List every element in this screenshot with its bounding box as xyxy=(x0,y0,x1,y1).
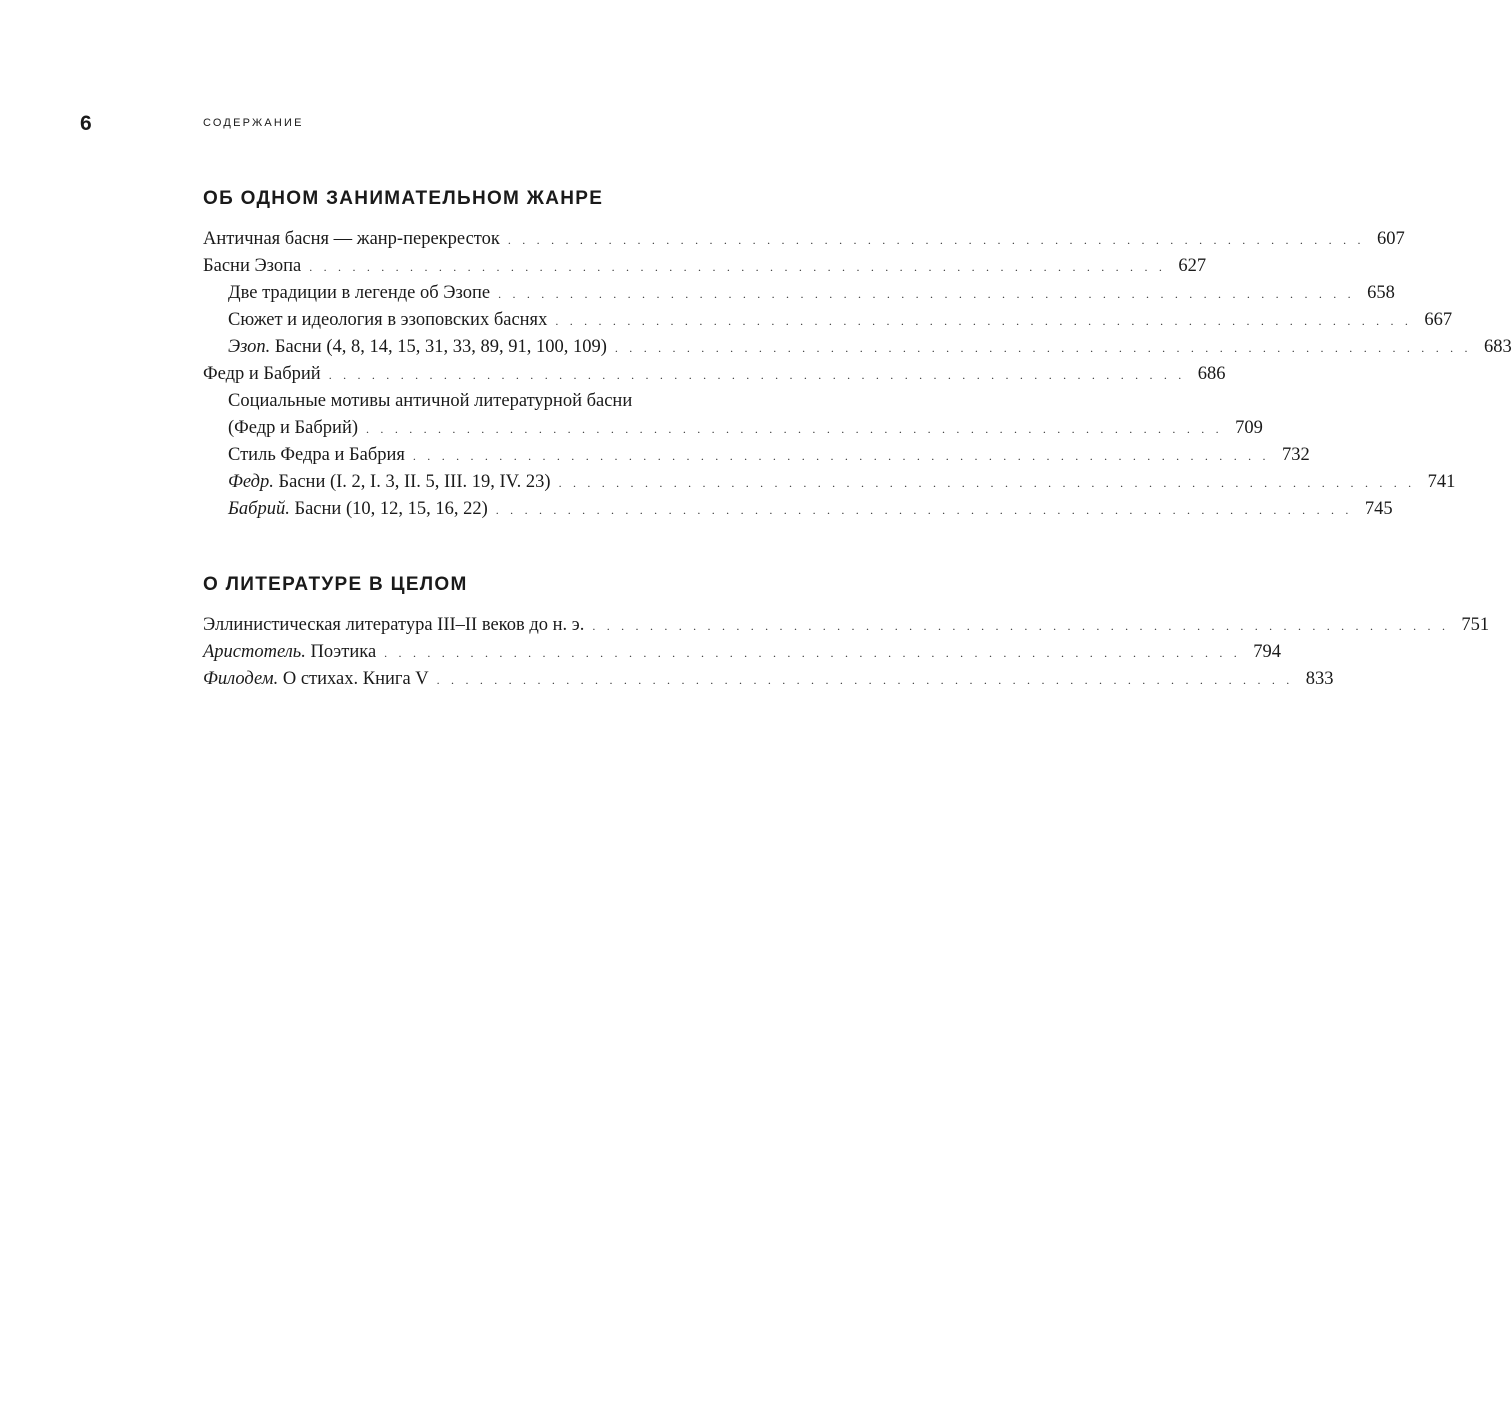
dot-leader: . . . . . . . . . . . . . . . . . . . . . . . . . . . . . . . . . . . . . . . . . . . . . . . . . . . . . . . . . . . . xyxy=(614,341,1472,355)
entry-title: Две традиции в легенде об Эзопе xyxy=(228,283,491,303)
entry-title: Стиль Федра и Бабрия xyxy=(228,445,405,465)
entry-title-text: О стихах. Книга V xyxy=(282,669,429,689)
entry-page: 627 xyxy=(1178,256,1207,276)
dot-leader: . . . . . . . . . . . . . . . . . . . . . . . . . . . . . . . . . . . . . . . . . . . . . . . . . . . . . . . . . . . . xyxy=(498,287,1355,301)
dot-leader: . . . . . . . . . . . . . . . . . . . . . . . . . . . . . . . . . . . . . . . . . . . . . . . . . . . . . . . . . . . . xyxy=(558,476,1416,490)
entry-page: 667 xyxy=(1424,310,1453,330)
entry-title: Сюжет и идеология в эзоповских баснях xyxy=(228,310,548,330)
entry-author: Бабрий. xyxy=(228,499,290,519)
toc-entry[interactable] xyxy=(203,639,1281,666)
entry-title-text: Басни (10, 12, 15, 16, 22) xyxy=(294,499,488,519)
dot-leader: . . . . . . . . . . . . . . . . . . . . . . . . . . . . . . . . . . . . . . . . . . . . . . . . . . . . . . . . . . . . xyxy=(412,449,1270,463)
toc-entry[interactable] xyxy=(203,334,1512,361)
toc-section xyxy=(203,573,1490,693)
entry-page: 658 xyxy=(1367,283,1395,303)
entry-title-text: Басни (4, 8, 14, 15, 31, 33, 89, 91, 100, 109) xyxy=(274,337,607,357)
toc-entry[interactable] xyxy=(203,226,1405,253)
section-title: О ЛИТЕРАТУРЕ В ЦЕЛОМ xyxy=(203,574,468,595)
entry-page: 741 xyxy=(1427,472,1456,492)
entry-title xyxy=(203,639,376,666)
toc-entry[interactable] xyxy=(203,666,1334,693)
entry-author: Эзоп. xyxy=(228,337,271,357)
entry-title xyxy=(228,469,551,496)
entry-title: Социальные мотивы античной литературной басни xyxy=(228,391,633,411)
entry-title: Античная басня — жанр-перекресток xyxy=(203,229,500,249)
entry-page: 745 xyxy=(1364,499,1393,519)
entry-page: 607 xyxy=(1376,229,1405,249)
entry-author: Аристотель. xyxy=(203,642,306,662)
entry-title-text: Басни (I. 2, I. 3, II. 5, III. 19, IV. 23) xyxy=(278,472,551,492)
dot-leader: . . . . . . . . . . . . . . . . . . . . . . . . . . . . . . . . . . . . . . . . . . . . . . . . . . . . . . . . . . . . xyxy=(592,619,1450,633)
toc-entry[interactable] xyxy=(203,612,1490,639)
entry-title: Федр и Бабрий xyxy=(203,364,321,384)
entry-title-text: Поэтика xyxy=(310,642,377,662)
dot-leader: . . . . . . . . . . . . . . . . . . . . . . . . . . . . . . . . . . . . . . . . . . . . . . . . . . . . . . . . . . . . xyxy=(366,422,1223,436)
dot-leader: . . . . . . . . . . . . . . . . . . . . . . . . . . . . . . . . . . . . . . . . . . . . . . . . . . . . . . . . . . . . xyxy=(384,646,1241,660)
toc-entry[interactable] xyxy=(203,442,1310,469)
entry-page: 686 xyxy=(1197,364,1226,384)
entry-page: 683 xyxy=(1483,337,1512,357)
dot-leader: . . . . . . . . . . . . . . . . . . . . . . . . . . . . . . . . . . . . . . . . . . . . . . . . . . . . . . . . . . . . xyxy=(309,260,1167,274)
entry-title: (Федр и Бабрий) xyxy=(228,418,359,438)
toc-entry[interactable] xyxy=(203,280,1395,307)
dot-leader: . . . . . . . . . . . . . . . . . . . . . . . . . . . . . . . . . . . . . . . . . . . . . . . . . . . . . . . . . . . . xyxy=(507,233,1365,247)
entry-page: 833 xyxy=(1305,669,1334,689)
entry-title: Эллинистическая литература III–II веков до н. э. xyxy=(203,615,585,635)
dot-leader: . . . . . . . . . . . . . . . . . . . . . . . . . . . . . . . . . . . . . . . . . . . . . . . . . . . . . . . . . . . . xyxy=(495,503,1353,517)
toc-entry-line2[interactable] xyxy=(203,415,1263,442)
page-number: 6 xyxy=(80,112,92,135)
dot-leader: . . . . . . . . . . . . . . . . . . . . . . . . . . . . . . . . . . . . . . . . . . . . . . . . . . . . . . . . . . . . xyxy=(436,673,1294,687)
section-title: ОБ ОДНОМ ЗАНИМАТЕЛЬНОМ ЖАНРЕ xyxy=(203,188,604,209)
entry-author: Федр. xyxy=(228,472,274,492)
toc-entry[interactable] xyxy=(203,469,1456,496)
running-head: СОДЕРЖАНИЕ xyxy=(203,117,304,129)
dot-leader: . . . . . . . . . . . . . . . . . . . . . . . . . . . . . . . . . . . . . . . . . . . . . . . . . . . . . . . . . . . . xyxy=(328,368,1186,382)
toc-entry[interactable] xyxy=(203,307,1453,334)
entry-title: Басни Эзопа xyxy=(203,256,302,276)
entry-page: 794 xyxy=(1253,642,1281,662)
entry-author: Филодем. xyxy=(203,669,279,689)
entry-title xyxy=(228,334,607,361)
dot-leader: . . . . . . . . . . . . . . . . . . . . . . . . . . . . . . . . . . . . . . . . . . . . . . . . . . . . . . . . . . . . xyxy=(555,314,1413,328)
entry-title xyxy=(203,666,429,693)
entry-page: 732 xyxy=(1281,445,1310,465)
toc-section xyxy=(203,187,1512,523)
entry-page: 751 xyxy=(1461,615,1490,635)
toc-entry[interactable] xyxy=(203,496,1393,523)
toc-entry[interactable] xyxy=(203,253,1207,280)
entry-title xyxy=(228,496,488,523)
toc-entry[interactable] xyxy=(203,361,1226,388)
toc-entry-line1[interactable] xyxy=(203,388,869,415)
entry-page: 709 xyxy=(1235,418,1263,438)
